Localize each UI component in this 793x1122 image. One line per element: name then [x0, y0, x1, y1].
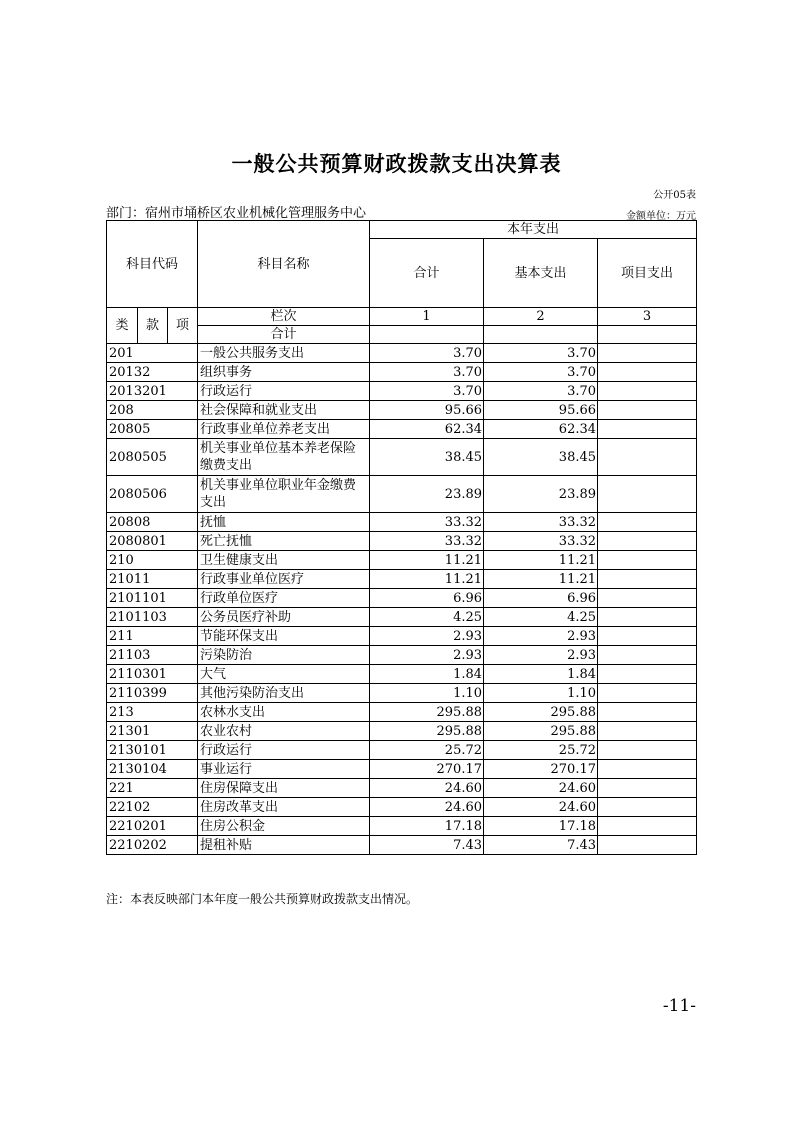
basic-cell: 17.18: [484, 817, 598, 836]
basic-cell: 11.21: [484, 551, 598, 570]
table-row: [107, 476, 697, 513]
subject-name-cell: 污染防治: [198, 646, 370, 665]
header-kuan: 款: [138, 308, 168, 344]
table-row: [107, 722, 697, 741]
subject-name-cell: 一般公共服务支出: [198, 344, 370, 363]
basic-cell: 1.10: [484, 684, 598, 703]
total-cell: 1.84: [370, 665, 484, 684]
table-note: 注：本表反映部门本年度一般公共预算财政拨款支出情况。: [106, 892, 419, 906]
subject-code-cell: 2110399: [107, 684, 198, 703]
basic-cell: 6.96: [484, 589, 598, 608]
subject-code-cell: 20805: [107, 420, 198, 439]
total-cell: 3.70: [370, 382, 484, 401]
project-cell: [598, 817, 697, 836]
project-cell: [598, 684, 697, 703]
subject-name-cell: 行政运行: [198, 741, 370, 760]
header-total: 合计: [370, 239, 484, 308]
subject-name-cell: 抚恤: [198, 513, 370, 532]
project-cell: [598, 798, 697, 817]
total-cell: 24.60: [370, 779, 484, 798]
subject-name-cell: 农业农村: [198, 722, 370, 741]
subject-name-cell: 机关事业单位基本养老保险缴费支出: [198, 439, 370, 476]
header-current-year: 本年支出: [370, 221, 697, 239]
total-cell: 3.70: [370, 363, 484, 382]
basic-cell: 33.32: [484, 513, 598, 532]
subject-code-cell: 21301: [107, 722, 198, 741]
basic-cell: 38.45: [484, 439, 598, 476]
table-row: [107, 551, 697, 570]
table-row: [107, 401, 697, 420]
project-cell: [598, 627, 697, 646]
table-row: [107, 817, 697, 836]
subject-code-cell: 211: [107, 627, 198, 646]
table-row: [107, 439, 697, 476]
table-row: [107, 741, 697, 760]
basic-cell: 95.66: [484, 401, 598, 420]
header-basic: 基本支出: [484, 239, 598, 308]
basic-cell: 23.89: [484, 476, 598, 513]
total-cell: 7.43: [370, 836, 484, 855]
page-title: 一般公共预算财政拨款支出决算表: [231, 152, 562, 176]
basic-cell: 2.93: [484, 627, 598, 646]
project-cell: [598, 703, 697, 722]
table-row: [107, 589, 697, 608]
total-cell: 11.21: [370, 570, 484, 589]
table-row: [107, 363, 697, 382]
heji-basic-cell: [484, 326, 598, 344]
total-cell: 25.72: [370, 741, 484, 760]
basic-cell: 33.32: [484, 532, 598, 551]
header-lei: 类: [107, 308, 138, 344]
project-cell: [598, 513, 697, 532]
subject-code-cell: 221: [107, 779, 198, 798]
table-row: [107, 684, 697, 703]
header-subject-code: 科目代码: [107, 221, 198, 308]
basic-cell: 25.72: [484, 741, 598, 760]
subject-code-cell: 2101103: [107, 608, 198, 627]
header-col1: 1: [370, 308, 484, 326]
project-cell: [598, 779, 697, 798]
project-cell: [598, 344, 697, 363]
basic-cell: 24.60: [484, 779, 598, 798]
subject-name-cell: 大气: [198, 665, 370, 684]
header-subject-name: 科目名称: [198, 221, 370, 308]
basic-cell: 295.88: [484, 703, 598, 722]
project-cell: [598, 589, 697, 608]
table-row: [107, 420, 697, 439]
basic-cell: 62.34: [484, 420, 598, 439]
total-cell: 4.25: [370, 608, 484, 627]
total-cell: 6.96: [370, 589, 484, 608]
subject-name-cell: 机关事业单位职业年金缴费支出: [198, 476, 370, 513]
subject-name-cell: 行政事业单位医疗: [198, 570, 370, 589]
header-xiang: 项: [168, 308, 198, 344]
total-cell: 23.89: [370, 476, 484, 513]
subject-name-cell: 卫生健康支出: [198, 551, 370, 570]
project-cell: [598, 532, 697, 551]
header-project: 项目支出: [598, 239, 697, 308]
total-cell: 17.18: [370, 817, 484, 836]
subject-code-cell: 201: [107, 344, 198, 363]
project-cell: [598, 665, 697, 684]
project-cell: [598, 420, 697, 439]
total-cell: 33.32: [370, 532, 484, 551]
project-cell: [598, 741, 697, 760]
basic-cell: 7.43: [484, 836, 598, 855]
subject-name-cell: 社会保障和就业支出: [198, 401, 370, 420]
subject-code-cell: 21103: [107, 646, 198, 665]
basic-cell: 3.70: [484, 363, 598, 382]
project-cell: [598, 608, 697, 627]
table-row: [107, 779, 697, 798]
table-row: [107, 646, 697, 665]
subject-name-cell: 住房公积金: [198, 817, 370, 836]
subject-name-cell: 组织事务: [198, 363, 370, 382]
project-cell: [598, 836, 697, 855]
amount-unit-label: 金额单位：万元: [626, 211, 696, 222]
basic-cell: 2.93: [484, 646, 598, 665]
department-label: 部门：宿州市埇桥区农业机械化管理服务中心: [106, 206, 367, 221]
table-row: [107, 703, 697, 722]
project-cell: [598, 439, 697, 476]
total-cell: 24.60: [370, 798, 484, 817]
table-row: [107, 665, 697, 684]
table-row: [107, 608, 697, 627]
subject-code-cell: 2130101: [107, 741, 198, 760]
project-cell: [598, 722, 697, 741]
header-col3: 3: [598, 308, 697, 326]
subject-code-cell: 21011: [107, 570, 198, 589]
subject-code-cell: 213: [107, 703, 198, 722]
subject-name-cell: 死亡抚恤: [198, 532, 370, 551]
header-lanci: 栏次: [198, 308, 370, 326]
subject-name-cell: 事业运行: [198, 760, 370, 779]
total-cell: 95.66: [370, 401, 484, 420]
subject-code-cell: 20808: [107, 513, 198, 532]
subject-name-cell: 行政事业单位养老支出: [198, 420, 370, 439]
subject-name-cell: 住房保障支出: [198, 779, 370, 798]
subject-name-cell: 公务员医疗补助: [198, 608, 370, 627]
total-cell: 295.88: [370, 703, 484, 722]
total-cell: 2.93: [370, 646, 484, 665]
basic-cell: 11.21: [484, 570, 598, 589]
header-heji: 合计: [198, 326, 370, 344]
total-cell: 2.93: [370, 627, 484, 646]
project-cell: [598, 760, 697, 779]
subject-name-cell: 农林水支出: [198, 703, 370, 722]
subject-code-cell: 210: [107, 551, 198, 570]
basic-cell: 1.84: [484, 665, 598, 684]
table-row: [107, 760, 697, 779]
subject-name-cell: 节能环保支出: [198, 627, 370, 646]
subject-code-cell: 2080506: [107, 476, 198, 513]
basic-cell: 3.70: [484, 344, 598, 363]
basic-cell: 24.60: [484, 798, 598, 817]
total-cell: 11.21: [370, 551, 484, 570]
subject-name-cell: 行政运行: [198, 382, 370, 401]
subject-code-cell: 2210201: [107, 817, 198, 836]
project-cell: [598, 570, 697, 589]
total-cell: 38.45: [370, 439, 484, 476]
expenditure-table: [106, 220, 697, 855]
table-row: [107, 570, 697, 589]
project-cell: [598, 401, 697, 420]
project-cell: [598, 363, 697, 382]
total-cell: 1.10: [370, 684, 484, 703]
subject-name-cell: 住房改革支出: [198, 798, 370, 817]
subject-code-cell: 2080505: [107, 439, 198, 476]
table-row: [107, 382, 697, 401]
page-number: -11-: [662, 996, 696, 1016]
subject-code-cell: 2101101: [107, 589, 198, 608]
project-cell: [598, 382, 697, 401]
heji-total-cell: [370, 326, 484, 344]
header-col2: 2: [484, 308, 598, 326]
basic-cell: 4.25: [484, 608, 598, 627]
subject-name-cell: 其他污染防治支出: [198, 684, 370, 703]
subject-code-cell: 2080801: [107, 532, 198, 551]
table-row: [107, 513, 697, 532]
subject-code-cell: 2013201: [107, 382, 198, 401]
project-cell: [598, 646, 697, 665]
basic-cell: 295.88: [484, 722, 598, 741]
subject-code-cell: 208: [107, 401, 198, 420]
subject-code-cell: 20132: [107, 363, 198, 382]
total-cell: 33.32: [370, 513, 484, 532]
basic-cell: 3.70: [484, 382, 598, 401]
subject-code-cell: 2130104: [107, 760, 198, 779]
project-cell: [598, 551, 697, 570]
table-row: [107, 836, 697, 855]
total-cell: 270.17: [370, 760, 484, 779]
table-row: [107, 798, 697, 817]
subject-name-cell: 行政单位医疗: [198, 589, 370, 608]
subject-code-cell: 2110301: [107, 665, 198, 684]
basic-cell: 270.17: [484, 760, 598, 779]
total-cell: 3.70: [370, 344, 484, 363]
table-row: [107, 344, 697, 363]
total-cell: 295.88: [370, 722, 484, 741]
form-number: 公开05表: [653, 190, 696, 201]
table-row: [107, 627, 697, 646]
subject-code-cell: 22102: [107, 798, 198, 817]
project-cell: [598, 476, 697, 513]
total-cell: 62.34: [370, 420, 484, 439]
subject-code-cell: 2210202: [107, 836, 198, 855]
subject-name-cell: 提租补贴: [198, 836, 370, 855]
heji-project-cell: [598, 326, 697, 344]
table-row: [107, 532, 697, 551]
